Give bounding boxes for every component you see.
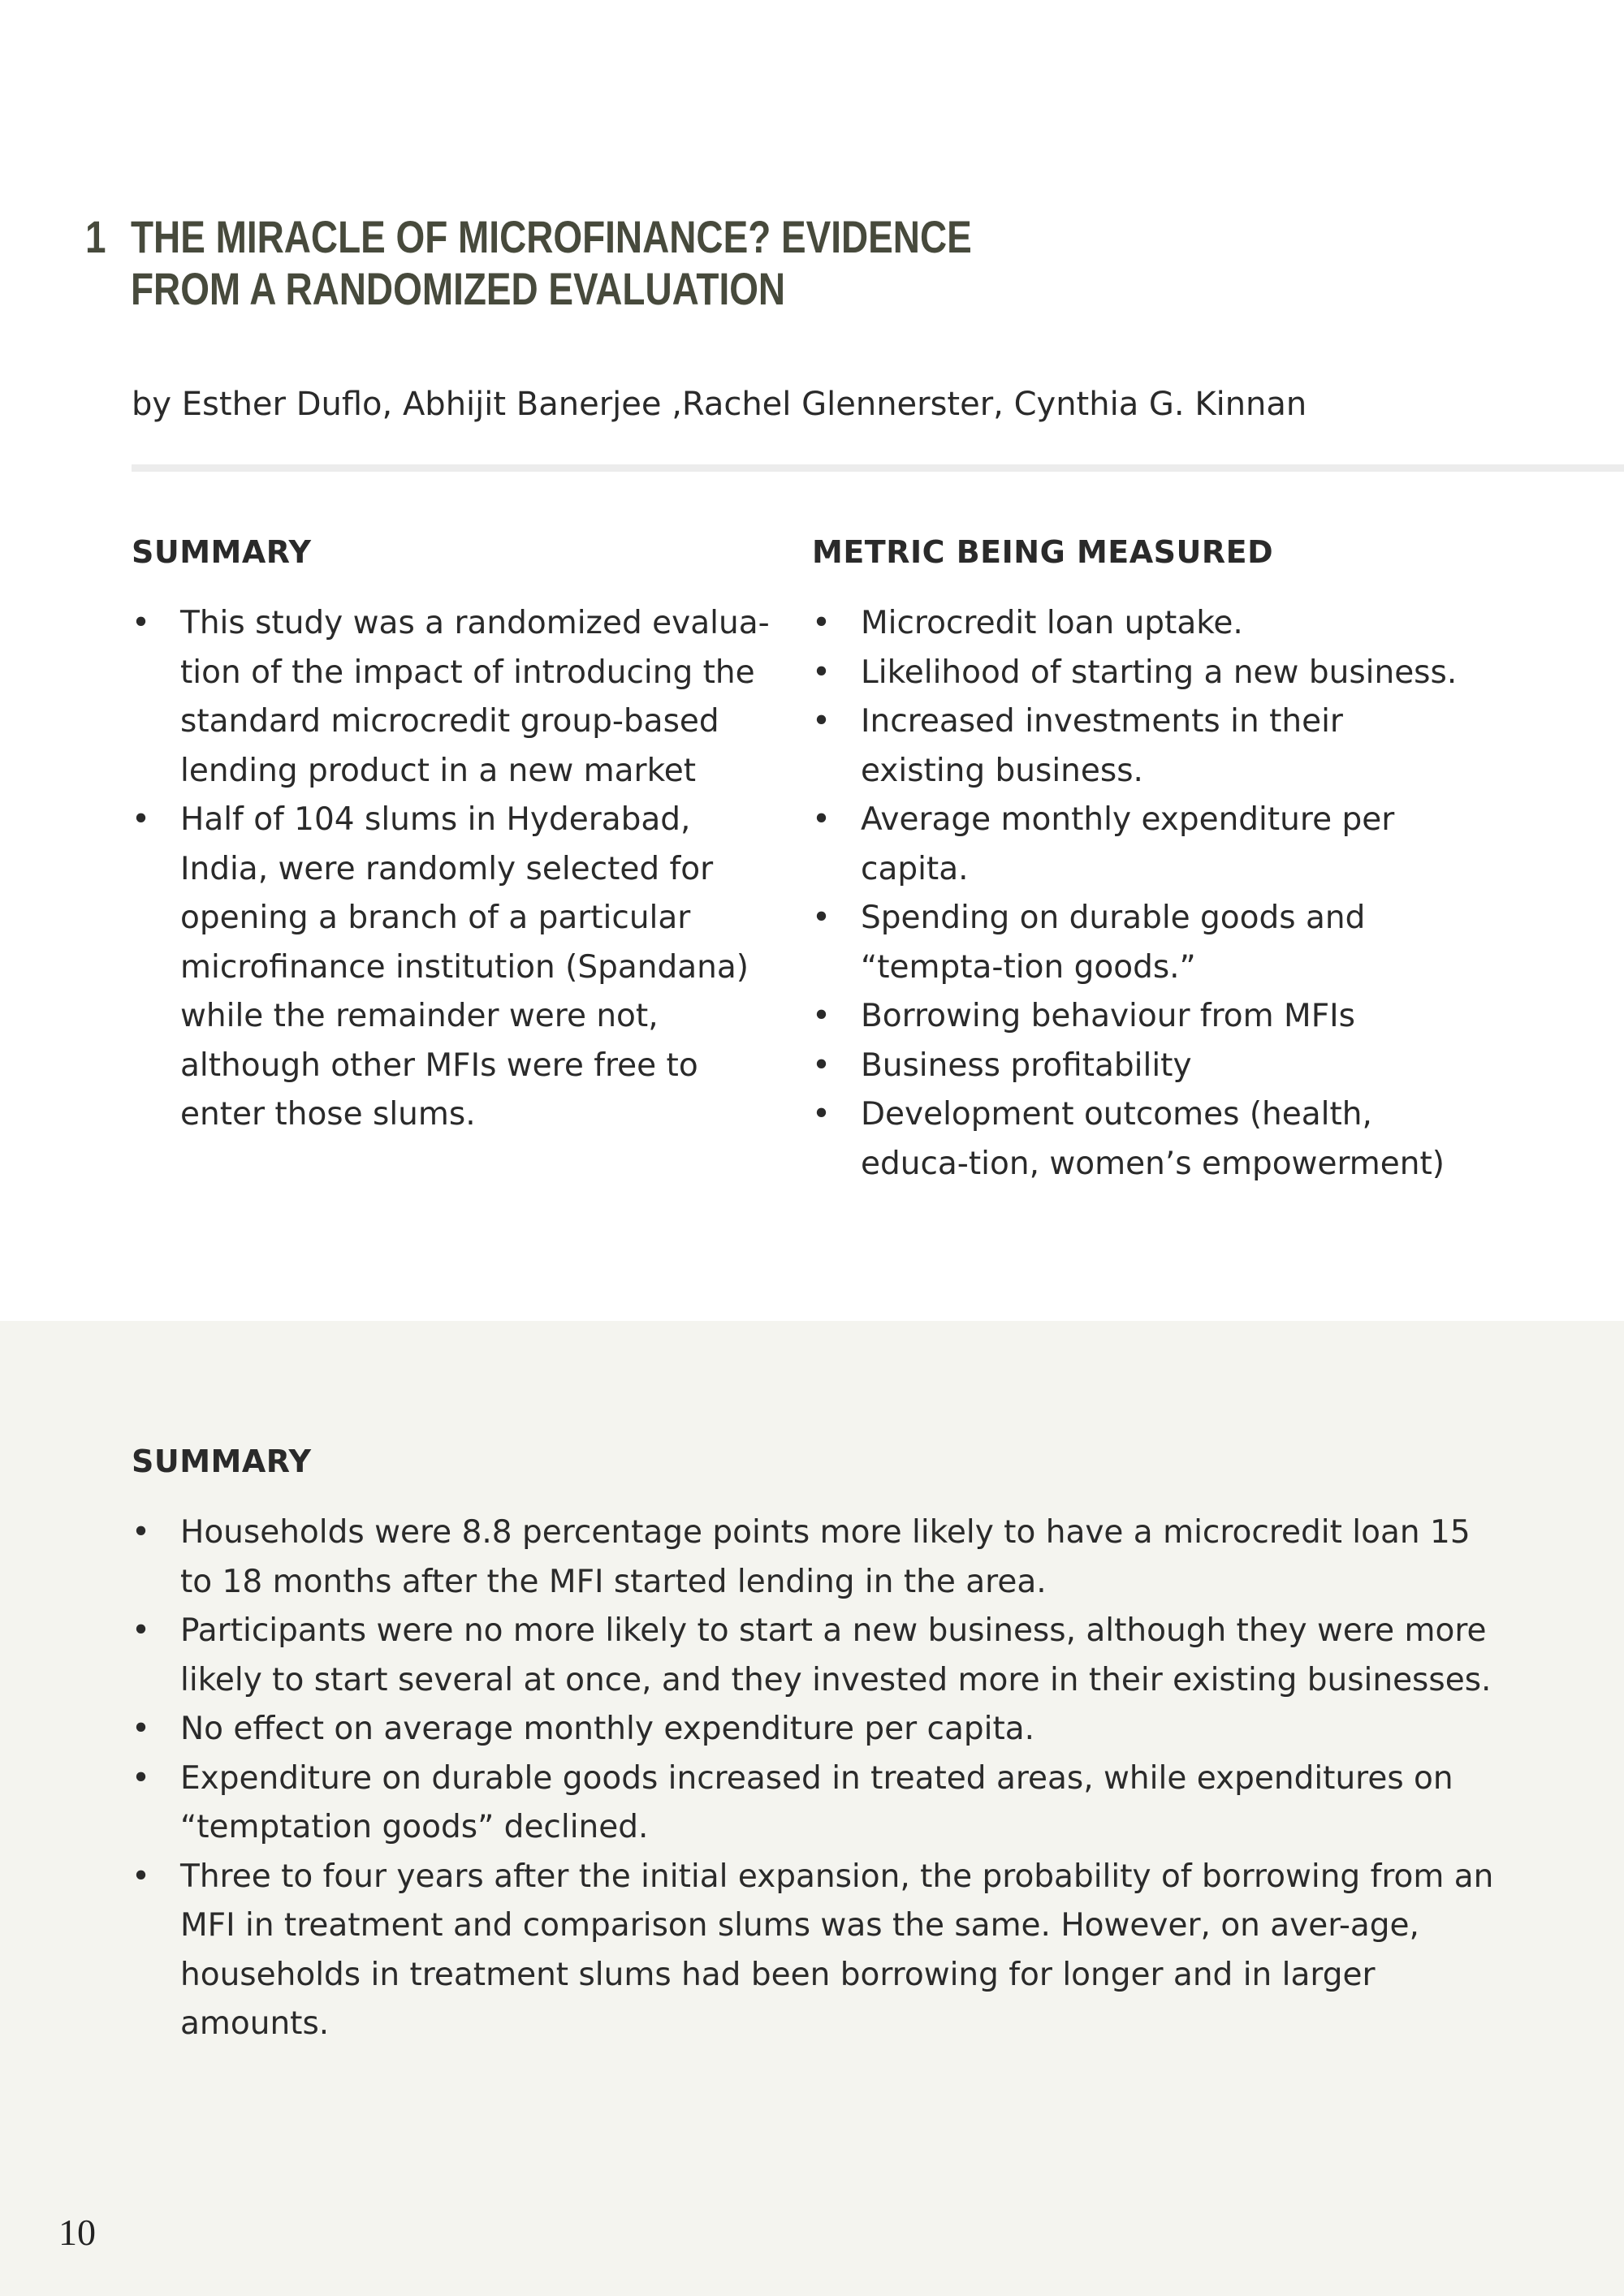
divider xyxy=(132,464,1624,472)
results-list xyxy=(132,1508,1512,2049)
bullet-icon: • xyxy=(132,1759,151,1797)
list-item-text: Half of 104 slums in Hyderabad, India, were randomly selected for opening a branch of a particular microfinance institution (Spandana) while the remainder were not, although other MFIs were free to enter those slums. xyxy=(180,801,749,1133)
page-number: 10 xyxy=(58,2212,96,2253)
bullet-icon: • xyxy=(812,605,831,641)
list-item-text: Three to four years after the initial expansion, the probability of borrowing from an MFI in treatment and comparison slums was the same. However, on aver-age, households in treatment slums had been borrowing for longer and in larger amounts. xyxy=(180,1858,1494,2042)
metrics-column xyxy=(812,528,1462,1189)
list-item xyxy=(812,796,1462,894)
list-item xyxy=(132,1705,1512,1754)
list-item xyxy=(812,599,1462,649)
bullet-icon: • xyxy=(132,801,151,838)
summary-heading: SUMMARY xyxy=(132,534,312,570)
list-item xyxy=(132,1853,1512,2049)
bullet-icon: • xyxy=(132,1711,151,1747)
summary-column xyxy=(132,528,781,1140)
list-item-text: Microcredit loan uptake. xyxy=(861,605,1243,641)
list-item-text: Borrowing behaviour from MFIs xyxy=(861,998,1355,1034)
bullet-icon: • xyxy=(812,998,831,1034)
results-section xyxy=(132,1437,1512,2049)
bullet-icon: • xyxy=(812,1096,831,1133)
list-item-text: Development outcomes (health, educa-tion, women’s empowerment) xyxy=(861,1096,1445,1182)
chapter-title-line-1: THE MIRACLE OF MICROFINANCE? EVIDENCE xyxy=(131,211,972,262)
bullet-icon: • xyxy=(812,801,831,838)
chapter-title xyxy=(131,211,996,315)
results-heading: SUMMARY xyxy=(132,1444,312,1479)
chapter-title-line-2: FROM A RANDOMIZED EVALUATION xyxy=(131,263,786,314)
metrics-list xyxy=(812,599,1462,1189)
list-item-text: Participants were no more likely to start a new business, although they were more likely to start several at once, and they invested more in their existing businesses. xyxy=(180,1612,1492,1698)
list-item-text: Expenditure on durable goods increased in treated areas, while expenditures on “temptation goods” declined. xyxy=(180,1759,1453,1845)
list-item-text: This study was a randomized evalua-tion of the impact of introducing the standard microcredit group-based lending product in a new market xyxy=(180,605,770,789)
bullet-icon: • xyxy=(132,605,151,641)
list-item xyxy=(812,894,1462,992)
list-item xyxy=(812,1090,1462,1189)
authors-line: by Esther Duflo, Abhijit Banerjee ,Rachel Glennerster, Cynthia G. Kinnan xyxy=(132,386,1307,423)
list-item-text: Households were 8.8 percentage points more likely to have a microcredit loan 15 to 18 months after the MFI started lending in the area. xyxy=(180,1514,1471,1600)
bullet-icon: • xyxy=(812,654,831,691)
list-item xyxy=(132,796,781,1140)
list-item-text: Business profitability xyxy=(861,1047,1192,1084)
list-item xyxy=(132,1508,1512,1607)
summary-list xyxy=(132,599,781,1140)
list-item-text: Spending on durable goods and “tempta-tion goods.” xyxy=(861,900,1366,986)
bullet-icon: • xyxy=(812,703,831,740)
chapter-number: 1 xyxy=(85,211,106,262)
list-item xyxy=(812,992,1462,1042)
list-item xyxy=(132,599,781,796)
bullet-icon: • xyxy=(812,900,831,936)
bullet-icon: • xyxy=(132,1858,151,1895)
list-item-text: No effect on average monthly expenditure per capita. xyxy=(180,1711,1035,1747)
list-item-text: Average monthly expenditure per capita. xyxy=(861,801,1395,887)
list-item-text: Likelihood of starting a new business. xyxy=(861,654,1458,691)
bullet-icon: • xyxy=(132,1612,151,1649)
list-item xyxy=(812,1042,1462,1091)
list-item-text: Increased investments in their existing business. xyxy=(861,703,1343,789)
list-item xyxy=(132,1607,1512,1705)
bullet-icon: • xyxy=(132,1514,151,1551)
metrics-heading: METRIC BEING MEASURED xyxy=(812,534,1274,570)
list-item xyxy=(812,697,1462,796)
bullet-icon: • xyxy=(812,1047,831,1084)
list-item xyxy=(812,649,1462,698)
list-item xyxy=(132,1754,1512,1853)
